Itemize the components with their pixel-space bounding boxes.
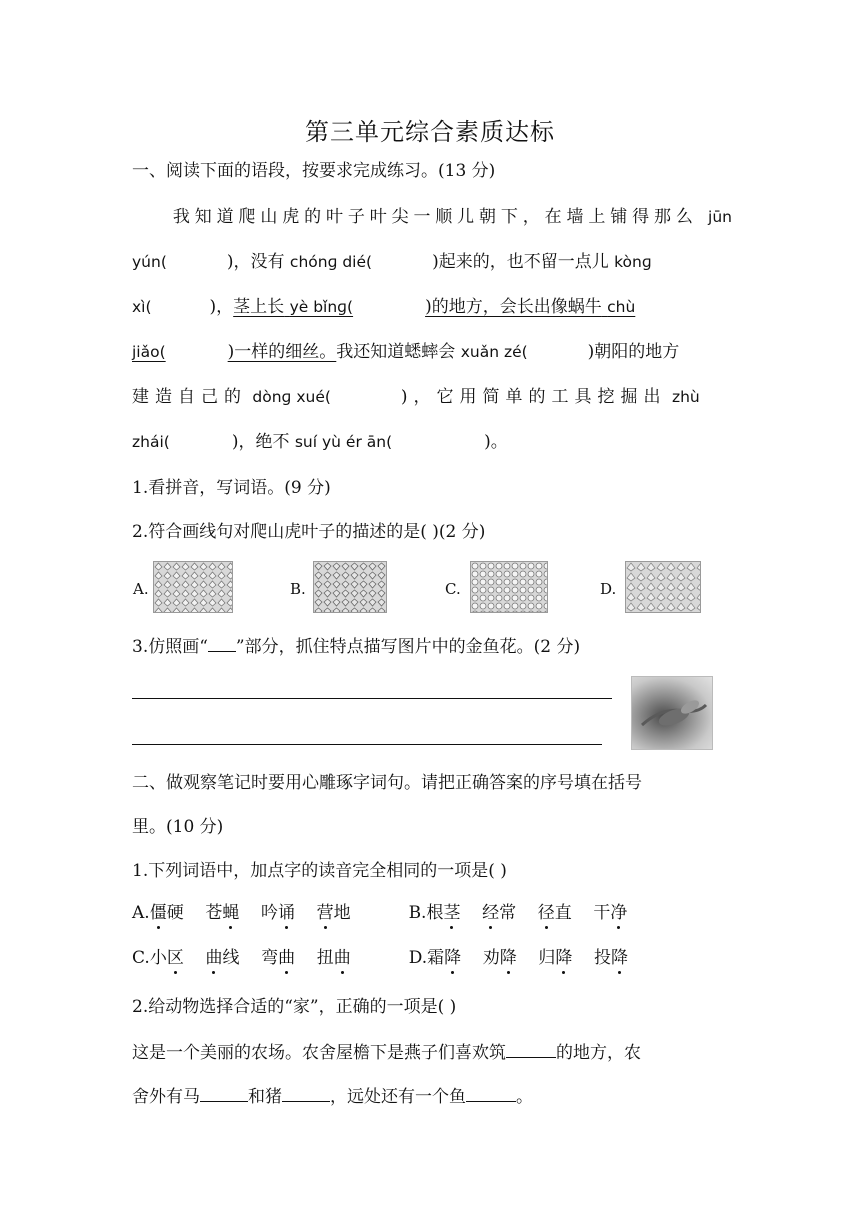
fill-blank-2[interactable] — [200, 1087, 248, 1102]
leaf-pattern-image-b[interactable] — [313, 561, 387, 613]
answer-line-1[interactable] — [132, 698, 612, 699]
section2-heading-line2: 里。(10 分) — [132, 817, 224, 837]
leaf-pattern-b-icon — [314, 562, 386, 612]
underlined-sentence-part2: jiǎo( )一样的细丝。 — [132, 342, 337, 362]
option-d-label: D. — [600, 580, 617, 598]
goldfish-flower-icon — [632, 677, 712, 749]
passage-line-1: 我知道爬山虎的叶子叶尖一顺儿朝下，在墙上铺得那么 jūn — [168, 207, 733, 227]
inline-underscore — [208, 637, 236, 652]
option-c: C.小区 曲线 弯曲 扭曲 — [132, 948, 351, 968]
passage-line-5: 建造自己的 dònɡ xué( )，它用简单的工具挖掘出 zhù — [132, 387, 700, 407]
leaf-pattern-image-d[interactable] — [625, 561, 701, 613]
answer-line-2[interactable] — [132, 744, 602, 745]
question-1-2: 2.符合画线句对爬山虎叶子的描述的是( )(2 分) — [132, 522, 486, 542]
option-a-label: A. — [133, 580, 149, 598]
question-2-1: 1.下列词语中，加点字的读音完全相同的一项是( ) — [132, 861, 507, 881]
passage-line-3: xì( )，茎上长 yè bǐnɡ( )的地方，会长出像蜗牛 chù — [132, 297, 636, 317]
fill-blank-1[interactable] — [506, 1043, 556, 1058]
option-b-label: B. — [290, 580, 306, 598]
option-d: D.霜降 劝降 归降 投降 — [408, 948, 628, 968]
question-2-1-options-ab — [132, 902, 732, 924]
option-a: A.僵硬 苍蝇 吟诵 营地 — [132, 903, 351, 923]
leaf-pattern-image-a[interactable] — [153, 561, 233, 613]
leaf-pattern-image-c[interactable] — [470, 561, 548, 613]
fill-blank-3[interactable] — [282, 1087, 330, 1102]
leaf-pattern-a-icon — [154, 562, 232, 612]
passage-line-6: zhái( )，绝不 suí yù ér ān( )。 — [132, 432, 508, 452]
passage-line-4: jiǎo( )一样的细丝。我还知道蟋蟀会 xuǎn zé( )朝阳的地方 — [132, 342, 680, 362]
section2-heading-line1: 二、做观察笔记时要用心雕琢字词句。请把正确答案的序号填在括号 — [132, 773, 642, 793]
fill-blank-4[interactable] — [466, 1087, 516, 1102]
question-2-2-passage-line1: 这是一个美丽的农场。农舍屋檐下是燕子们喜欢筑 的地方，农 — [132, 1043, 641, 1063]
option-b: B.根茎 经常 径直 干净 — [408, 903, 628, 923]
question-2-2: 2.给动物选择合适的“家”，正确的一项是( ) — [132, 997, 457, 1017]
question-2-1-options-cd — [132, 947, 732, 969]
leaf-pattern-c-icon — [471, 562, 547, 612]
question-1-3: 3.仿照画“ ”部分，抓住特点描写图片中的金鱼花。(2 分) — [132, 637, 581, 657]
page-title: 第三单元综合素质达标 — [305, 118, 555, 146]
question-2-2-passage-line2: 舍外有马 和猪 ，远处还有一个鱼 。 — [132, 1087, 533, 1107]
goldfish-flower-photo — [631, 676, 713, 750]
leaf-pattern-d-icon — [626, 562, 700, 612]
passage-line-2: yún( )，没有 chónɡ dié( )起来的，也不留一点儿 kònɡ — [132, 252, 652, 272]
underlined-sentence-part1: 茎上长 yè bǐnɡ( )的地方，会长出像蜗牛 chù — [233, 297, 636, 317]
section1-heading: 一、阅读下面的语段，按要求完成练习。(13 分) — [132, 161, 496, 181]
question-1-1: 1.看拼音，写词语。(9 分) — [132, 478, 331, 498]
option-c-label: C. — [445, 580, 461, 598]
